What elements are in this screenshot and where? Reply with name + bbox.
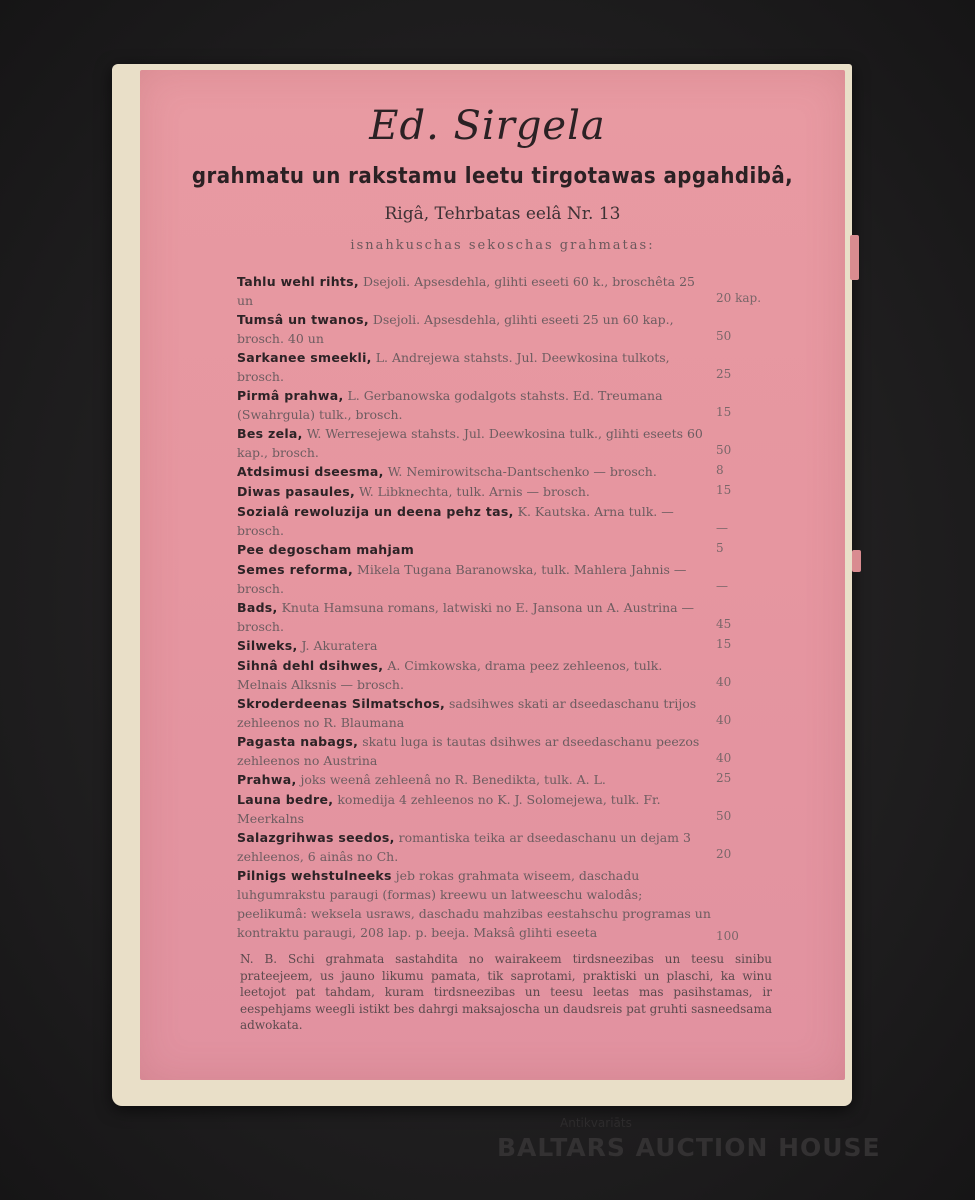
book-title: Semes reforma, xyxy=(237,562,354,577)
book-description: L. Gerbanowska godalgots stahsts. Ed. Treumana (Swahrgula) tulk., brosch. xyxy=(237,388,663,422)
book-description: Dsejoli. Apsesdehla, glihti eseeti 25 un 60 kap., brosch. 40 un xyxy=(237,312,674,346)
list-item xyxy=(237,348,772,386)
book-price: 25 xyxy=(716,771,732,785)
book-description: W. Nemirowitscha-Dantschenko — brosch. xyxy=(387,464,657,479)
list-item xyxy=(237,272,772,310)
book-title: Salazgrihwas seedos, xyxy=(237,830,395,845)
book-title: Diwas pasaules, xyxy=(237,484,356,499)
list-item xyxy=(237,310,772,348)
list-item xyxy=(237,694,772,732)
book-price: 50 xyxy=(716,443,732,457)
book-title: Sarkanee smeekli, xyxy=(237,350,372,365)
book-price: 5 xyxy=(716,541,724,555)
list-item xyxy=(237,732,772,770)
book-title: Bes zela, xyxy=(237,426,303,441)
book-title: Skroderdeenas Silmatschos, xyxy=(237,696,446,711)
list-item xyxy=(237,424,772,462)
auction-house-watermark: BALTARS AUCTION HOUSE xyxy=(497,1133,881,1162)
book-price: 8 xyxy=(716,463,724,477)
book-title: Atdsimusi dseesma, xyxy=(237,464,384,479)
book-description: Dsejoli. Apsesdehla, glihti eseeti 60 k., broschêta 25 un xyxy=(237,274,695,308)
publisher-subtitle: grahmatu un rakstamu leetu tirgotawas apgahdibâ, xyxy=(191,164,794,189)
list-item xyxy=(237,502,772,540)
book-price: 25 xyxy=(716,367,732,381)
book-title: Tumsâ un twanos, xyxy=(237,312,369,327)
book-description: romantiska teika ar dseedaschanu un dejam 3 zehleenos, 6 ainâs no Ch. xyxy=(237,830,691,864)
book-description: jeb rokas grahmata wiseem, daschadu luhgumrakstu paraugi (formas) kreewu un latweeschu walodâs; peelikumâ: weksela usraws, daschadu mahzibas eestahschu programas un kontraktu paraugi, 208 lap. p. beeja. Maksâ glihti eseeta xyxy=(237,868,711,940)
book-price: 100 xyxy=(716,929,739,943)
book-description: A. Cimkowska, drama peez zehleenos, tulk. Melnais Alksnis — brosch. xyxy=(237,658,663,692)
book-price: — xyxy=(716,521,728,535)
book-title: Pilnigs wehstulneeks xyxy=(237,868,392,883)
book-price: 40 xyxy=(716,675,732,689)
book-price: 15 xyxy=(716,637,732,651)
book-description: Mikela Tugana Baranowska, tulk. Mahlera Jahnis — brosch. xyxy=(237,562,687,596)
book-title: Pirmâ prahwa, xyxy=(237,388,344,403)
nota-bene-paragraph: N. B. Schi grahmata sastahdita no wairakeem tirdsneezibas un teesu sinibu prateejeem, us jauno likumu pamata, tik saprotami, praktiski un plaschi, ka winu leetojot pat tahdam, kuram tirdsneezibas un teesu leetas mas pasihstamas, ir eespehjams weegli istikt bes dahrgi maksajoscha un daudsreis pat gruhti sasneedsama adwokata. xyxy=(240,952,772,1032)
book-price: 50 xyxy=(716,329,732,343)
book-price: 20 kap. xyxy=(716,291,762,305)
book-price: 15 xyxy=(716,405,732,419)
book-title: Sihnâ dehl dsihwes, xyxy=(237,658,384,673)
book-description: L. Andrejewa stahsts. Jul. Deewkosina tulkots, brosch. xyxy=(237,350,670,384)
book-description: sadsihwes skati ar dseedaschanu trijos zehleenos no R. Blaumana xyxy=(237,696,697,730)
book-price: 15 xyxy=(716,483,732,497)
list-intro: isnahkuschas sekoschas grahmatas: xyxy=(350,238,655,253)
book-price: 40 xyxy=(716,713,732,727)
book-description: skatu luga is tautas dsihwes ar dseedaschanu peezos zehleenos no Austrina xyxy=(237,734,700,768)
list-item xyxy=(237,540,772,560)
book-price: 20 xyxy=(716,847,732,861)
list-item xyxy=(237,866,772,948)
list-item xyxy=(237,560,772,598)
book-description: J. Akuratera xyxy=(301,638,378,653)
list-item xyxy=(237,770,772,790)
book-description: W. Libknechta, tulk. Arnis — brosch. xyxy=(359,484,590,499)
book-title: Pee degoscham mahjam xyxy=(237,542,415,557)
list-item xyxy=(237,462,772,482)
book-price: 50 xyxy=(716,809,732,823)
book-title: Bads, xyxy=(237,600,278,615)
watermark-caption: Antikvariāts xyxy=(560,1116,632,1130)
list-item xyxy=(237,386,772,424)
book-price: 40 xyxy=(716,751,732,765)
book-description: joks weenâ zehleenâ no R. Benedikta, tulk. A. L. xyxy=(300,772,606,787)
list-item xyxy=(237,482,772,502)
book-title: Silweks, xyxy=(237,638,298,653)
book-title: Tahlu wehl rihts, xyxy=(237,274,359,289)
list-item xyxy=(237,790,772,828)
book-description: K. Kautska. Arna tulk. — brosch. xyxy=(237,504,674,538)
book-title: Launa bedre, xyxy=(237,792,334,807)
book-price: 45 xyxy=(716,617,732,631)
page-tab xyxy=(852,550,861,572)
book-price: — xyxy=(716,579,728,593)
publisher-address: Rigâ, Tehrbatas eelâ Nr. 13 xyxy=(384,204,621,224)
publisher-title: Ed. Sirgela xyxy=(369,103,606,149)
book-title: Pagasta nabags, xyxy=(237,734,359,749)
book-description: Knuta Hamsuna romans, latwiski no E. Jansona un A. Austrina — brosch. xyxy=(237,600,695,634)
list-item xyxy=(237,636,772,656)
book-description: komedija 4 zehleenos no K. J. Solomejewa, tulk. Fr. Meerkalns xyxy=(237,792,661,826)
book-title: Prahwa, xyxy=(237,772,297,787)
book-list xyxy=(237,272,772,948)
list-item xyxy=(237,598,772,636)
book-description: W. Werresejewa stahsts. Jul. Deewkosina tulk., glihti eseets 60 kap., brosch. xyxy=(237,426,703,460)
list-item xyxy=(237,828,772,866)
list-item xyxy=(237,656,772,694)
book-title: Sozialâ rewoluzija un deena pehz tas, xyxy=(237,504,514,519)
